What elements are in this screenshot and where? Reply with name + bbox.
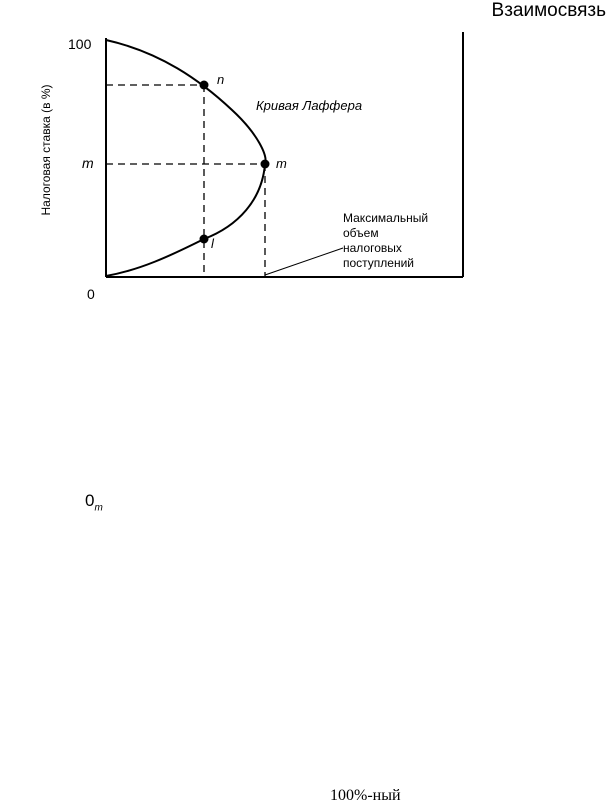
origin-label: 0 <box>87 286 95 302</box>
point-m-label: m <box>276 156 287 171</box>
annotation-line-2: объем <box>343 226 379 240</box>
point-m-marker <box>261 160 270 169</box>
annotation-line-4: поступлений <box>343 256 415 270</box>
page-title: Взаимосвязь <box>491 0 606 21</box>
point-n-marker <box>200 81 209 90</box>
point-l-label: l <box>211 236 214 251</box>
curve-label: Кривая Лаффера <box>256 98 363 113</box>
y-axis-label: Налоговая ставка (в %) <box>39 84 53 216</box>
laffer-curve <box>106 40 266 276</box>
om-subscript: m <box>94 502 103 514</box>
y-tick-100: 100 <box>68 36 92 52</box>
annotation-pointer <box>265 248 343 275</box>
om-label <box>85 491 103 513</box>
om-main: 0 <box>85 491 95 510</box>
annotation-line-3: налоговых <box>343 241 402 255</box>
laffer-curve-diagram <box>0 0 606 320</box>
point-n-label: n <box>217 72 225 87</box>
y-tick-m: m <box>82 155 94 171</box>
bottom-text: 100%-ный <box>330 787 401 804</box>
annotation-line-1: Максимальный <box>343 211 429 225</box>
point-l-marker <box>200 235 209 244</box>
